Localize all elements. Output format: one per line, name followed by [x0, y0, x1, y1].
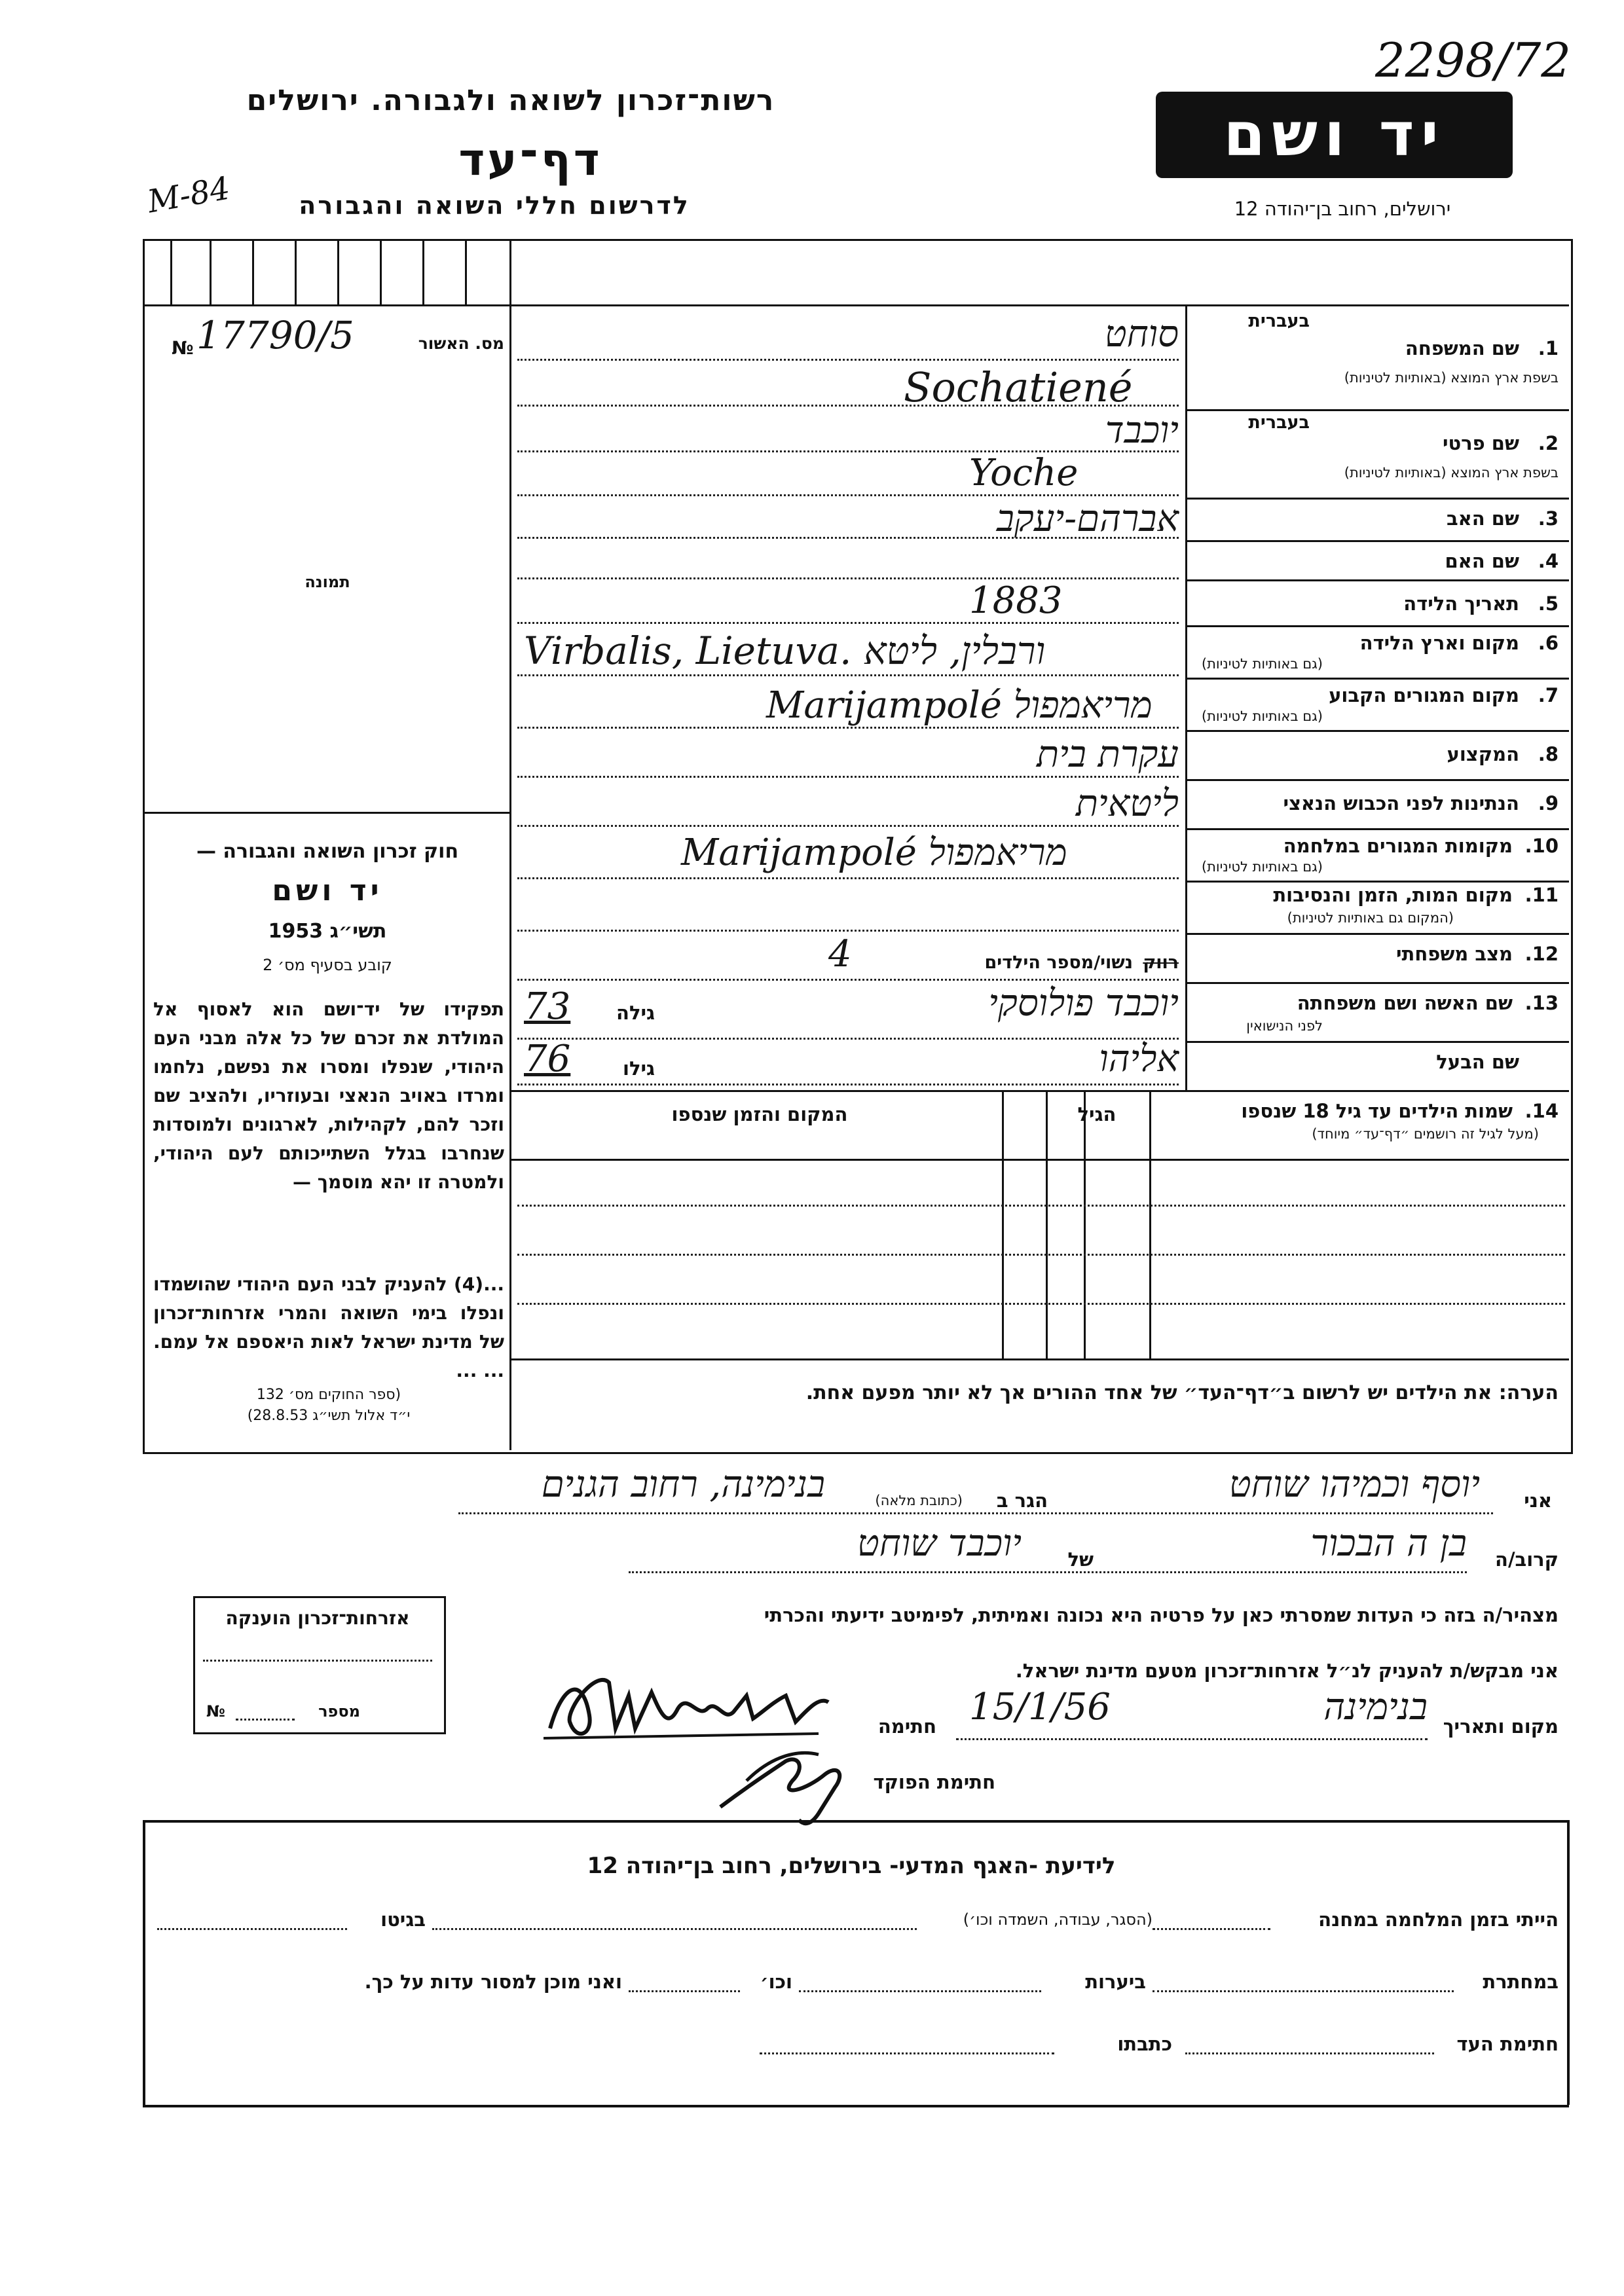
field-6-label: מקום וארץ הלידה [1359, 632, 1519, 654]
law-text: תפקידו של יד־ושם הוא לאסוף אל המולדת את זכרם של כל אלה מבני העם היהודי, שנפלו ומסרו את נפשם, נלחמו ומרדו באויב הנאצי ובעוזריו, ולהציב שם וזכר להם, לקהילות, לארגונים ולמוסדות שנחרבו בגלל השתייכותם לעם היהודי, ולמטרה זו יהא מוסמך — [153, 998, 504, 1193]
field-13-age: 73 [524, 985, 571, 1028]
field-12-value: 4 [828, 933, 852, 975]
registration-number-sign: № [172, 337, 194, 359]
field-5-label: תאריך הלידה [1403, 592, 1519, 615]
field-9-label: הנתינות לפני הכבוש הנאצי [1283, 792, 1519, 814]
field-2-value-latin: Yoche [969, 452, 1079, 494]
field-14-col-age: הגיל [1077, 1103, 1116, 1125]
document-number: 2298/72 [1375, 33, 1572, 88]
form-subtitle: לדרשום חללי השואה והגבורה [299, 191, 690, 220]
field-13-sub: לפני הנישואין [1246, 1018, 1323, 1034]
field-1-value-latin: Sochatiené [904, 363, 1133, 411]
field-1-label: שם המשפחה [1405, 337, 1519, 359]
label-column-divider [1185, 304, 1187, 1090]
place-date-label: מקום ותאריך [1443, 1715, 1559, 1738]
field-5-value: 1883 [969, 579, 1063, 622]
field-1-value-hebrew: סוחט [1104, 313, 1179, 355]
statement-2: אני מבקש/ת להעניק לנ״ל אזרחות־זכרון מטעם מדינת ישראל. [1015, 1660, 1559, 1682]
relative-label: קרוב/ה [1495, 1548, 1559, 1571]
signature-label: חתימה [877, 1715, 936, 1738]
footer-line2-a: במחתרת [1483, 1971, 1559, 1993]
field-13-label: שם האשה ושם משפחתה [1297, 992, 1513, 1014]
field-2-value-hebrew: יוכבד [1105, 409, 1179, 452]
field-1-hebrew-word: בעברית [1248, 311, 1310, 331]
field-4-label: שם האם [1445, 550, 1519, 572]
field-1-num: 1. [1538, 337, 1559, 359]
field-11-label: מקום המות, הזמן והנסיבות [1273, 884, 1513, 906]
full-address-label: (כתובת מלאה) [875, 1493, 963, 1508]
law-clause: קובע בסעיף מס׳ 2 [263, 956, 392, 974]
date: 15/1/56 [969, 1686, 1111, 1728]
field-14-sub: (מעל לגיל זה רושמים ״דף־עד״ מיוחד) [1312, 1126, 1539, 1142]
field-14-label: שמות הילדים עד גיל 18 שנספו [1241, 1100, 1513, 1122]
declarant-name: יוסף וכמיהו שוחט [1228, 1463, 1480, 1506]
field-10-label: מקומות המגורים במלחמה [1283, 835, 1513, 857]
relative-of-name: יוכבד שוחט [857, 1522, 1022, 1565]
field-3-value: אברהם-יעקב [996, 498, 1179, 540]
footer-line2-b: ביערות [1085, 1971, 1146, 1993]
field-5-num: 5. [1538, 592, 1559, 615]
authority-title: רשות־זכרון לשואה ולגבורה. ירושלים [246, 84, 775, 117]
field-2-num: 2. [1538, 432, 1559, 454]
field-8-label: המקצוע [1447, 743, 1519, 765]
field-14-num: 14. [1524, 1100, 1559, 1122]
field-10-num: 10. [1524, 835, 1559, 857]
citizenship-number-sign: № [206, 1702, 225, 1721]
law-title: חוק זכרון השואה והגבורה — [196, 840, 459, 863]
photo-label: תמונה [304, 573, 350, 591]
law-source-date: י״ד אלול תשי״ג 28.8.53) [247, 1408, 411, 1424]
footer-title: לידיעת -האגף המדעי- בירושלים, רחוב בן־יהודה 12 [587, 1853, 1116, 1879]
field-2-latin-sub: בשפת ארץ המוצא (באותיות לטיניות) [1344, 465, 1559, 481]
field-3-label: שם האב [1446, 507, 1519, 530]
official-signature [707, 1735, 858, 1833]
field-14-col-place: המקום והזמן שנספו [671, 1103, 848, 1125]
field-2-hebrew-word: בעברית [1248, 412, 1310, 433]
husband-value: אליהו [1099, 1038, 1179, 1080]
official-signature-label: חתימת הפוקד [873, 1771, 995, 1793]
footer-line3-a: חתימת העד [1456, 2033, 1559, 2055]
footer-line3-b: כתבתו [1117, 2033, 1172, 2055]
declarant-address: בנימינה, רחוב הגנים [541, 1463, 825, 1506]
field-13-value: יוכבד פולוסקי [988, 982, 1179, 1025]
field-12-struck-option: רווק [1143, 953, 1179, 973]
field-12-num: 12. [1524, 943, 1559, 965]
registration-number-label: מס. האשור [418, 334, 504, 353]
field-12-label: מצב משפחתי [1395, 943, 1513, 965]
place: בנימינה [1323, 1686, 1428, 1728]
footer-line2-c: וכו׳ [760, 1971, 792, 1993]
field-12-inline-label: נשוי/מספר הילדים [984, 953, 1133, 973]
yad-vashem-logo [1156, 92, 1513, 178]
field-1-latin-sub: בשפת ארץ המוצא (באותיות לטיניות) [1344, 370, 1559, 386]
citizenship-box-title: אזרחות־זכרון הוענקה [225, 1607, 410, 1629]
field-2-label: שם פרטי [1442, 432, 1519, 454]
law-text-clause-4: ...(4) להעניק לבני העם היהודי שהושמדו ונפלו בימי השואה והמרי אזרחות־זכרון של מדינת ישראל לאות היאספם אל עמם. ... ... [153, 1273, 504, 1381]
husband-label: שם הבעל [1436, 1051, 1519, 1073]
footer-line1-mid: (הסגר, עבודה, השמדה וכו׳) [963, 1910, 1153, 1929]
husband-age-label: גילו [623, 1057, 655, 1080]
field-9-value: ליטאית [1075, 782, 1179, 825]
statement-1: מצהיר/ה בזה כי העדות שמסרתי כאן על פרטיה היא נכונה ואמיתית, לפימיטב ידיעתי והכרתי [764, 1604, 1559, 1626]
left-column-divider [509, 239, 511, 1450]
of-label: של [1067, 1548, 1094, 1571]
footer-line2-d: ואני מוכן למסור עדות על כך. [364, 1971, 622, 1993]
field-6-value: Virbalis, Lietuva. ורבלין, ליטא [524, 629, 1046, 673]
field-8-num: 8. [1538, 743, 1559, 765]
resides-label: הגר ב [996, 1489, 1048, 1512]
law-name: יד ושם [272, 874, 383, 907]
field-7-sub: (גם באותיות לטיניות) [1201, 708, 1323, 724]
margin-note: M-84 [145, 170, 233, 221]
field-8-value: עקרת בית [1037, 733, 1179, 776]
logo-text: יד ושם [1223, 100, 1445, 170]
declaration-i: אני [1524, 1489, 1552, 1512]
note: הערה: את הילדים יש לרשום ב״דף־העד״ של אחד ההורים אך לא יותר מפעם אחת. [805, 1381, 1559, 1404]
field-11-sub: (המקום גם באותיות לטיניות) [1287, 910, 1454, 926]
field-7-num: 7. [1538, 684, 1559, 706]
field-9-num: 9. [1538, 792, 1559, 814]
husband-age: 76 [524, 1038, 571, 1080]
field-3-num: 3. [1538, 507, 1559, 530]
field-7-label: מקום המגורים הקבוע [1329, 684, 1519, 706]
citizenship-number-label: מספר [318, 1702, 360, 1721]
field-11-num: 11. [1524, 884, 1559, 906]
footer-line1-end: בגיטו [380, 1908, 426, 1931]
field-10-sub: (גם באותיות לטיניות) [1201, 859, 1323, 875]
field-13-num: 13. [1524, 992, 1559, 1014]
field-13-age-label: גילה [616, 1002, 655, 1024]
form-title: דף־עד [458, 134, 602, 186]
field-7-value: Marijampolé מריאמפול [766, 684, 1153, 727]
field-10-value: Marijampolé מריאמפול [681, 831, 1067, 874]
address: ירושלים, רחוב בן־יהודה 12 [1234, 198, 1451, 220]
law-source: (ספר החוקים מס׳ 132 [256, 1387, 401, 1403]
field-6-sub: (גם באותיות לטיניות) [1201, 656, 1323, 672]
law-year: תשי״ג 1953 [268, 920, 387, 943]
field-6-num: 6. [1538, 632, 1559, 654]
relation: בן ה הבכור [1310, 1522, 1467, 1565]
registration-number-value: 17790/5 [196, 313, 354, 357]
field-4-num: 4. [1538, 550, 1559, 572]
footer-line1-start: הייתי בזמן המלחמה במחנה [1318, 1908, 1559, 1931]
